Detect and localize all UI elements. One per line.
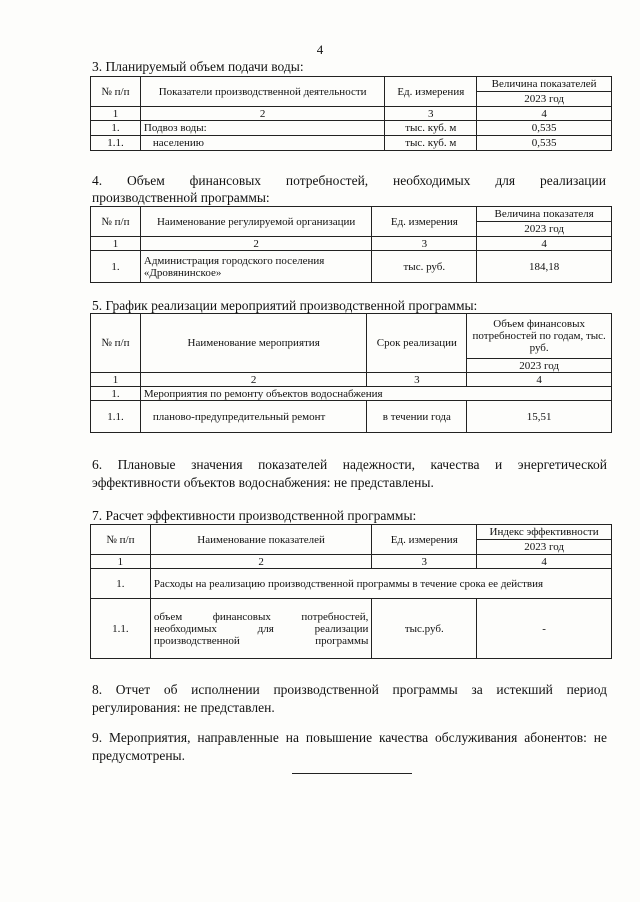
colnum: 4 [477, 107, 612, 121]
colnum: 3 [372, 555, 477, 569]
header-activity: Наименование мероприятия [140, 314, 367, 373]
header-year: 2023 год [477, 92, 612, 107]
colnum: 1 [91, 107, 141, 121]
header-num: № п/п [91, 525, 151, 555]
row-unit: тыс. куб. м [385, 136, 477, 151]
row-term: в течении года [367, 401, 467, 433]
row-unit: тыс. руб. [372, 251, 477, 283]
colnum: 1 [91, 237, 141, 251]
header-num: № п/п [91, 314, 141, 373]
signature-line [292, 773, 412, 774]
table-row [91, 121, 612, 136]
row-num: 1.1. [91, 401, 141, 433]
section-6-text: 6. Плановые значения показателей надежности, качества и энергетической эффективности объектов водоснабжения: не представлены. [92, 457, 607, 490]
header-term: Срок реализации [367, 314, 467, 373]
header-indicator: Показатели производственной деятельности [140, 77, 384, 107]
table-row [91, 136, 612, 151]
table-row [91, 569, 612, 599]
row-num: 1. [91, 121, 141, 136]
row-value: - [477, 599, 612, 659]
water-supply-table [90, 76, 612, 151]
section-7-heading: 7. Расчет эффективности производственной программы: [92, 508, 417, 523]
table-row [91, 599, 612, 659]
page-number: 4 [316, 42, 324, 57]
colnum: 4 [467, 373, 612, 387]
colnum: 3 [385, 107, 477, 121]
colnum: 2 [140, 373, 367, 387]
header-financial: Объем финансовых потребностей по годам, тыс. руб. [467, 314, 612, 359]
colnum: 2 [140, 107, 384, 121]
row-name: населению [140, 136, 384, 151]
row-unit: тыс.руб. [372, 599, 477, 659]
table-row [91, 251, 612, 283]
row-name: Администрация городского поселения «Дровянинское» [140, 251, 372, 283]
colnum: 2 [140, 237, 372, 251]
schedule-table [90, 313, 612, 433]
header-unit: Ед. измерения [385, 77, 477, 107]
row-value: 15,51 [467, 401, 612, 433]
colnum: 3 [367, 373, 467, 387]
colnum: 2 [150, 555, 372, 569]
row-value: 184,18 [477, 251, 612, 283]
section-4-heading [92, 172, 606, 206]
section-3-heading: 3. Планируемый объем подачи воды: [92, 59, 304, 74]
row-name: планово-предупредительный ремонт [140, 401, 367, 433]
header-year: 2023 год [477, 540, 612, 555]
colnum: 1 [91, 555, 151, 569]
row-num: 1. [91, 387, 141, 401]
colnum: 4 [477, 237, 612, 251]
header-num: № п/п [91, 77, 141, 107]
header-organization: Наименование регулируемой организации [140, 207, 372, 237]
table-row [91, 387, 612, 401]
colnum: 1 [91, 373, 141, 387]
row-num: 1.1. [91, 136, 141, 151]
row-value: 0,535 [477, 121, 612, 136]
row-num: 1.1. [91, 599, 151, 659]
header-unit: Ед. измерения [372, 525, 477, 555]
section-5-heading: 5. График реализации мероприятий производственной программы: [92, 298, 478, 313]
table-row [91, 401, 612, 433]
header-value: Величина показателя [477, 207, 612, 222]
header-index: Индекс эффективности [477, 525, 612, 540]
row-group-text: Расходы на реализацию производственной программы в течение срока ее действия [150, 569, 611, 599]
row-num: 1. [91, 251, 141, 283]
row-value: 0,535 [477, 136, 612, 151]
header-value: Величина показателей [477, 77, 612, 92]
header-num: № п/п [91, 207, 141, 237]
section-9-text: 9. Мероприятия, направленные на повышение качества обслуживания абонентов: не предусмотрены. [92, 730, 607, 763]
efficiency-table [90, 524, 612, 659]
colnum: 3 [372, 237, 477, 251]
header-year: 2023 год [477, 222, 612, 237]
header-year: 2023 год [467, 359, 612, 373]
section-4-heading-line2: производственной программы: [92, 190, 270, 205]
row-name: объем финансовых потребностей, необходимых для реализации производственной программы [150, 599, 372, 659]
header-indicators: Наименование показателей [150, 525, 372, 555]
section-8-text: 8. Отчет об исполнении производственной программы за истекший период регулирования: не представлен. [92, 682, 607, 715]
header-unit: Ед. измерения [372, 207, 477, 237]
section-4-heading-line1: 4. Объем финансовых потребностей, необходимых для реализации [92, 173, 606, 188]
row-unit: тыс. куб. м [385, 121, 477, 136]
row-num: 1. [91, 569, 151, 599]
row-name: Подвоз воды: [140, 121, 384, 136]
row-group-text: Мероприятия по ремонту объектов водоснабжения [140, 387, 611, 401]
colnum: 4 [477, 555, 612, 569]
financial-needs-table [90, 206, 612, 283]
